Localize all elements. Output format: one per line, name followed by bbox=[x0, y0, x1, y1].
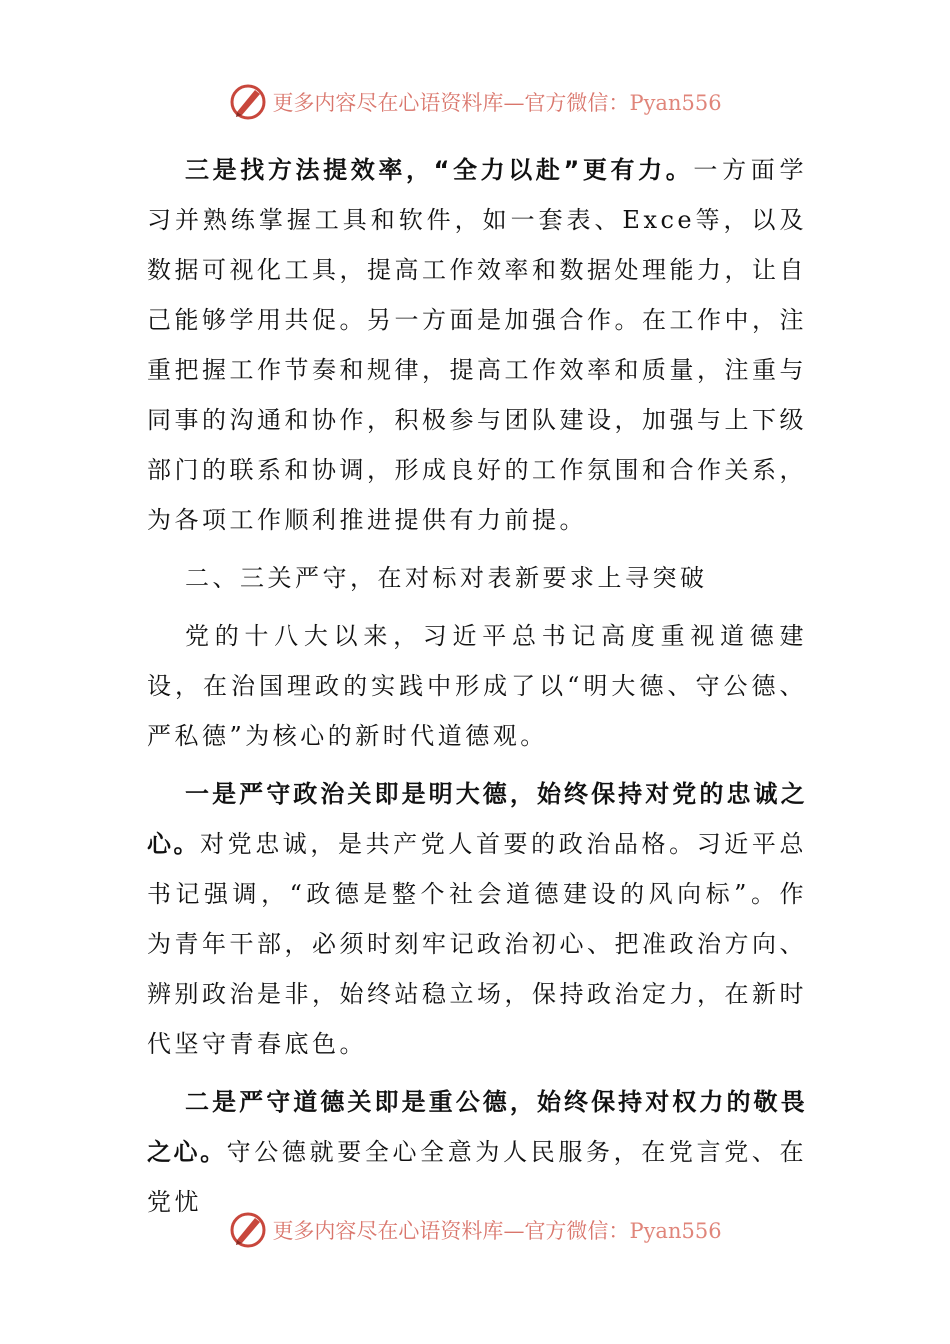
header-wechat-id: Pyan556 bbox=[629, 91, 722, 115]
header-site-text: 更多内容尽在心语资料库 bbox=[272, 91, 504, 115]
footer-banner bbox=[0, 1210, 950, 1250]
paragraph-3-lead: 一是严守政治关即是明大德，始终保持对党的忠诚之心。 bbox=[147, 780, 807, 858]
section-heading-2: 二、三关严守，在对标对表新要求上寻突破 bbox=[185, 564, 708, 592]
document-body bbox=[147, 145, 807, 1227]
header-wechat-label: 官方微信： bbox=[524, 91, 630, 115]
pen-logo-icon bbox=[228, 82, 268, 122]
paragraph-1 bbox=[147, 145, 807, 545]
header-banner bbox=[0, 82, 950, 122]
paragraph-3 bbox=[147, 769, 807, 1069]
paragraph-1-text: 一方面学习并熟练掌握工具和软件，如一套表、Exce等，以及数据可视化工具，提高工作效率和数据处理能力，让自己能够学用共促。另一方面是加强合作。在工作中，注重把握工作节奏和规律，提高工作效率和质量，注重与同事的沟通和协作，积极参与团队建设，加强与上下级部门的联系和协调，形成良好的工作氛围和合作关系，为各项工作顺利推进提供有力前提。 bbox=[147, 156, 808, 534]
footer-wechat-label: 官方微信： bbox=[524, 1219, 630, 1243]
paragraph-4-text: 守公德就要全心全意为人民服务，在党言党、在党忧 bbox=[147, 1138, 808, 1216]
footer-text bbox=[272, 1215, 721, 1245]
paragraph-3-text: 对党忠诚，是共产党人首要的政治品格。习近平总书记强调，“政德是整个社会道德建设的风向标”。作为青年干部，必须时刻牢记政治初心、把准政治方向、辨别政治是非，始终站稳立场，保持政治定力，在新时代坚守青春底色。 bbox=[147, 830, 807, 1058]
pen-logo-icon bbox=[228, 1210, 268, 1250]
footer-dash: — bbox=[503, 1219, 525, 1243]
header-text bbox=[272, 87, 721, 117]
paragraph-4 bbox=[147, 1077, 807, 1227]
header-dash: — bbox=[503, 91, 525, 115]
paragraph-4-lead: 二是严守道德关即是重公德，始终保持对权力的敬畏之心。 bbox=[147, 1088, 807, 1166]
footer-wechat-id: Pyan556 bbox=[629, 1219, 722, 1243]
paragraph-2: 党的十八大以来，习近平总书记高度重视道德建设，在治国理政的实践中形成了以“明大德、守公德、严私德”为核心的新时代道德观。 bbox=[147, 622, 807, 750]
footer-site-text: 更多内容尽在心语资料库 bbox=[272, 1219, 504, 1243]
paragraph-1-lead: 三是找方法提效率，“全力以赴”更有力。 bbox=[185, 156, 694, 184]
